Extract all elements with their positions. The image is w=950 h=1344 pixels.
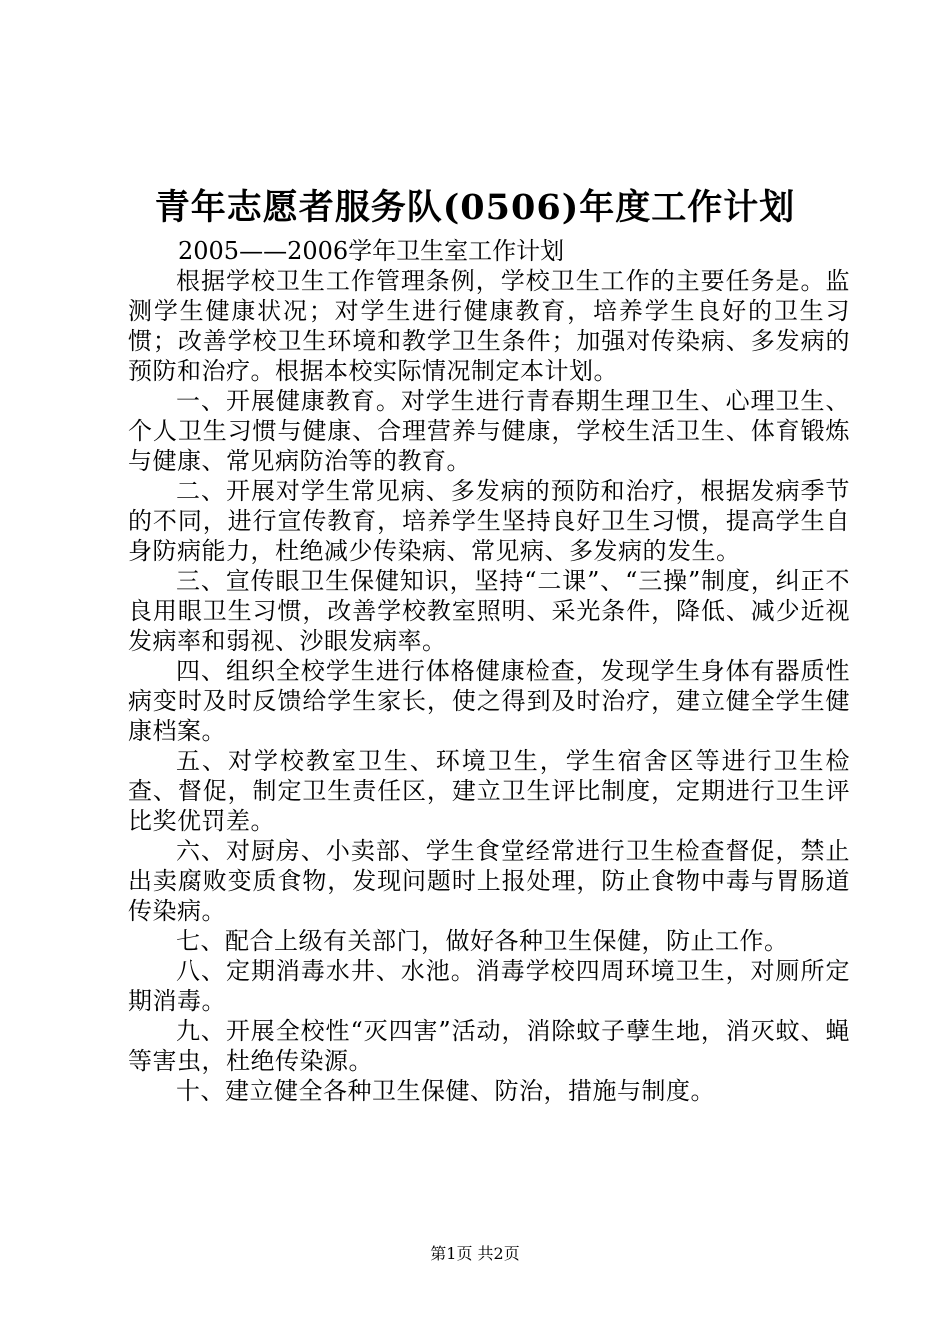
paragraph-item-1: 一、开展健康教育。对学生进行青春期生理卫生、心理卫生、个人卫生习惯与健康、合理营养与健康，学校生活卫生、体育锻炼与健康、常见病防治等的教育。 — [128, 387, 850, 475]
paragraph-item-4: 四、组织全校学生进行体格健康检查，发现学生身体有器质性病变时及时反馈给学生家长，使之得到及时治疗，建立健全学生健康档案。 — [128, 657, 850, 745]
document-subtitle: 2005——2006学年卫生室工作计划 — [178, 237, 565, 265]
document-title: 青年志愿者服务队(0506)年度工作计划 — [154, 187, 796, 228]
paragraph-item-8: 八、定期消毒水井、水池。消毒学校四周环境卫生，对厕所定期消毒。 — [128, 957, 850, 1015]
paragraph-intro: 根据学校卫生工作管理条例，学校卫生工作的主要任务是。监测学生健康状况；对学生进行健康教育，培养学生良好的卫生习惯；改善学校卫生环境和教学卫生条件；加强对传染病、多发病的预防和治疗。根据本校实际情况制定本计划。 — [128, 267, 850, 385]
paragraph-item-7: 七、配合上级有关部门，做好各种卫生保健，防止工作。 — [176, 927, 789, 955]
paragraph-item-6: 六、对厨房、小卖部、学生食堂经常进行卫生检查督促，禁止出卖腐败变质食物，发现问题时上报处理，防止食物中毒与胃肠道传染病。 — [128, 837, 850, 925]
page-number-footer: 第1页 共2页 — [430, 1244, 520, 1263]
document-body — [128, 266, 850, 1106]
paragraph-item-3: 三、宣传眼卫生保健知识，坚持“二课”、“三操”制度，纠正不良用眼卫生习惯，改善学校教室照明、采光条件，降低、减少近视发病率和弱视、沙眼发病率。 — [128, 567, 850, 655]
paragraph-item-10: 十、建立健全各种卫生保健、防治，措施与制度。 — [176, 1077, 715, 1105]
paragraph-item-2: 二、开展对学生常见病、多发病的预防和治疗，根据发病季节的不同，进行宣传教育，培养学生坚持良好卫生习惯，提高学生自身防病能力，杜绝减少传染病、常见病、多发病的发生。 — [128, 477, 850, 565]
paragraph-item-9: 九、开展全校性“灭四害”活动，消除蚊子孽生地，消灭蚊、蝇等害虫，杜绝传染源。 — [128, 1017, 850, 1075]
paragraph-item-5: 五、对学校教室卫生、环境卫生，学生宿舍区等进行卫生检查、督促，制定卫生责任区，建立卫生评比制度，定期进行卫生评比奖优罚差。 — [128, 747, 850, 835]
